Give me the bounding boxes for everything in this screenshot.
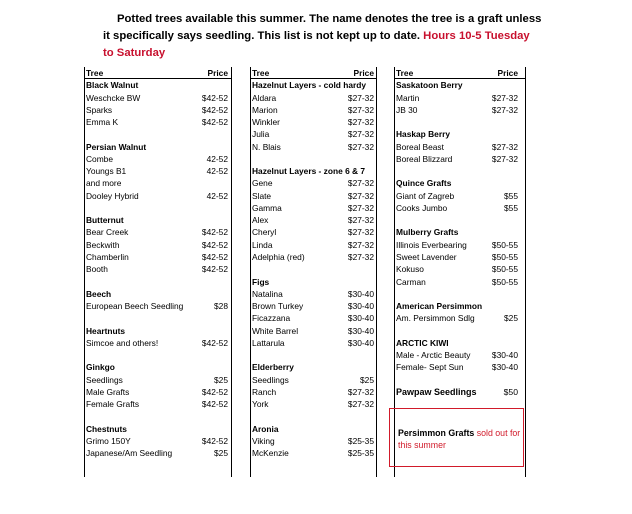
tree-row	[395, 92, 525, 104]
tree-name: York	[252, 399, 269, 410]
tree-price: $27-32	[347, 251, 374, 262]
section-name: Black Walnut	[86, 80, 139, 91]
tree-name: Male Grafts	[86, 386, 130, 397]
tree-name: Male - Arctic Beauty	[396, 350, 471, 361]
header-tree-label: Tree	[86, 68, 104, 78]
price-column-1	[84, 67, 232, 477]
tree-row	[251, 239, 376, 251]
section-name: Figs	[252, 276, 270, 287]
tree-name: Aldara	[252, 92, 277, 103]
tree-price: $27-32	[491, 141, 518, 152]
section-name: Haskap Berry	[396, 129, 451, 140]
soldout-note: sold out for this summer	[398, 428, 521, 450]
tree-name: Carman	[396, 276, 426, 287]
tree-price: $42-52	[201, 239, 228, 250]
tree-price: $42-52	[201, 399, 228, 410]
section-name: Saskatoon Berry	[396, 80, 463, 91]
spacer-row	[85, 128, 231, 140]
tree-row	[251, 300, 376, 312]
tree-name: Brown Turkey	[252, 301, 304, 312]
tree-row	[251, 226, 376, 238]
tree-price: $27-32	[347, 227, 374, 238]
tree-price: $42-52	[201, 337, 228, 348]
section-heading	[251, 423, 376, 435]
tree-name: Chamberlin	[86, 251, 129, 262]
tree-row	[395, 239, 525, 251]
tree-row	[395, 251, 525, 263]
tree-row	[85, 116, 231, 128]
tree-price: $27-32	[347, 92, 374, 103]
tree-name: Martin	[396, 92, 420, 103]
tree-price: $55	[504, 202, 518, 213]
tree-row	[395, 312, 525, 324]
tree-row	[85, 435, 231, 447]
section-heading	[395, 300, 525, 312]
tree-row	[251, 177, 376, 189]
tree-name: Gene	[252, 178, 273, 189]
section-heading	[395, 177, 525, 189]
tree-price: $25-35	[347, 435, 374, 446]
tree-row	[395, 263, 525, 275]
section-heading	[395, 337, 525, 349]
tree-price: $27-32	[347, 178, 374, 189]
tree-name: Female Grafts	[86, 399, 140, 410]
price-column-2	[250, 67, 377, 477]
tree-row	[251, 325, 376, 337]
section-name: Mulberry Grafts	[396, 227, 459, 238]
tree-price: $50-55	[491, 264, 518, 275]
section-heading	[85, 288, 231, 300]
tree-price: $50-55	[491, 239, 518, 250]
tree-row	[395, 104, 525, 116]
section-name: American Persimmon	[396, 301, 483, 312]
tree-price: $42-52	[201, 264, 228, 275]
tree-name: Seedlings	[252, 374, 289, 385]
section-name: Quince Grafts	[396, 178, 452, 189]
tree-name: Natalina	[252, 288, 283, 299]
tree-row	[85, 447, 231, 459]
tree-price: $25	[214, 374, 228, 385]
section-name: Hazelnut Layers - zone 6 & 7	[252, 166, 366, 177]
tree-name: Gamma	[252, 202, 282, 213]
section-name: Butternut	[86, 215, 124, 226]
tree-row	[85, 177, 231, 189]
spacer-row	[395, 214, 525, 226]
section-heading	[251, 361, 376, 373]
tree-price: $30-40	[347, 325, 374, 336]
tree-price: $27-32	[347, 129, 374, 140]
section-name: Elderberry	[252, 362, 294, 373]
header-price-label: Price	[497, 68, 518, 78]
tree-row	[85, 104, 231, 116]
tree-price: $27-32	[491, 104, 518, 115]
tree-name: Combe	[86, 153, 113, 164]
tree-price: $30-40	[491, 362, 518, 373]
section-name: Persian Walnut	[86, 141, 147, 152]
tree-price: $25-35	[347, 448, 374, 459]
tree-name: Cooks Jumbo	[396, 202, 448, 213]
tree-row	[85, 92, 231, 104]
tree-price: $42-52	[201, 92, 228, 103]
tree-price: $27-32	[347, 104, 374, 115]
tree-price: $30-40	[347, 313, 374, 324]
tree-name: Boreal Blizzard	[396, 153, 453, 164]
tree-price: $28	[214, 301, 228, 312]
spacer-row	[85, 312, 231, 324]
spacer-row	[251, 263, 376, 275]
tree-row	[85, 251, 231, 263]
tree-row	[395, 276, 525, 288]
tree-row	[251, 398, 376, 410]
tree-name: Ficazzana	[252, 313, 291, 324]
column-header	[251, 67, 376, 79]
section-name: Pawpaw Seedlings	[396, 386, 477, 397]
tree-price: $42-52	[201, 251, 228, 262]
spacer-row	[251, 153, 376, 165]
tree-price: $50	[503, 386, 518, 397]
tree-name: White Barrel	[252, 325, 299, 336]
tree-name: Linda	[252, 239, 273, 250]
tree-name: Bear Creek	[86, 227, 129, 238]
spacer-row	[85, 349, 231, 361]
tree-row	[395, 141, 525, 153]
tree-row	[85, 300, 231, 312]
tree-price: $27-32	[347, 202, 374, 213]
spacer-row	[251, 349, 376, 361]
tree-price: $27-32	[347, 141, 374, 152]
tree-price: $55	[504, 190, 518, 201]
tree-row	[395, 190, 525, 202]
section-heading	[85, 214, 231, 226]
spacer-row	[251, 410, 376, 422]
hours-text: Hours 10-5 Tuesday to Saturday	[103, 30, 530, 59]
soldout-notice	[389, 408, 524, 467]
tree-price: $25	[214, 448, 228, 459]
tree-price: $25	[360, 374, 374, 385]
section-heading	[85, 361, 231, 373]
tree-name: Booth	[86, 264, 108, 275]
tree-row	[85, 239, 231, 251]
tree-name: Seedlings	[86, 374, 123, 385]
column-header	[85, 67, 231, 79]
tree-price: $42-52	[201, 117, 228, 128]
spacer-row	[395, 374, 525, 386]
tree-name: Dooley Hybrid	[86, 190, 139, 201]
tree-price: $42-52	[201, 227, 228, 238]
tree-row	[251, 128, 376, 140]
tree-row	[251, 141, 376, 153]
section-name: Heartnuts	[86, 325, 126, 336]
tree-price: 42-52	[206, 190, 228, 201]
tree-price: $42-52	[201, 435, 228, 446]
tree-name: Sparks	[86, 104, 113, 115]
spacer-row	[395, 165, 525, 177]
tree-name: Simcoe and others!	[86, 337, 159, 348]
section-heading	[85, 423, 231, 435]
header-price-label: Price	[353, 68, 374, 78]
tree-row	[251, 104, 376, 116]
tree-price: $42-52	[201, 386, 228, 397]
tree-price: $27-32	[347, 399, 374, 410]
section-heading	[395, 128, 525, 140]
header-tree-label: Tree	[252, 68, 270, 78]
tree-price: $50-55	[491, 276, 518, 287]
tree-name: Marion	[252, 104, 278, 115]
tree-price: $27-32	[347, 117, 374, 128]
tree-row	[251, 374, 376, 386]
section-heading	[85, 325, 231, 337]
tree-price: $27-32	[347, 215, 374, 226]
tree-row	[85, 263, 231, 275]
intro-text	[103, 11, 543, 62]
spacer-row	[395, 325, 525, 337]
tree-row	[251, 202, 376, 214]
tree-row	[395, 361, 525, 373]
tree-name: Lattarula	[252, 337, 285, 348]
tree-price: $25	[504, 313, 518, 324]
tree-row	[395, 349, 525, 361]
tree-name: Weschcke BW	[86, 92, 141, 103]
section-heading	[251, 165, 376, 177]
section-heading	[251, 276, 376, 288]
tree-row	[85, 165, 231, 177]
tree-price: 42-52	[206, 166, 228, 177]
tree-name: Julia	[252, 129, 270, 140]
tree-price: $27-32	[347, 190, 374, 201]
section-name: Aronia	[252, 423, 279, 434]
tree-row	[85, 153, 231, 165]
column-header	[395, 67, 525, 79]
section-heading	[251, 79, 376, 91]
tree-row	[395, 153, 525, 165]
tree-name: Cheryl	[252, 227, 277, 238]
tree-price: $27-32	[347, 239, 374, 250]
section-name: Ginkgo	[86, 362, 115, 373]
spacer-row	[85, 276, 231, 288]
section-name: Beech	[86, 288, 112, 299]
spacer-row	[85, 410, 231, 422]
tree-price: $27-32	[491, 92, 518, 103]
tree-row	[251, 190, 376, 202]
tree-price: $30-40	[347, 288, 374, 299]
tree-name: McKenzie	[252, 448, 289, 459]
tree-name: Grimo 150Y	[86, 435, 131, 446]
soldout-item-name: Persimmon Grafts	[398, 428, 475, 438]
intro-body: Potted trees available this summer. The name denotes the tree is a graft unless it specifically says seedling. This list is not kept up to date.	[103, 13, 542, 42]
tree-row	[85, 398, 231, 410]
tree-row	[251, 288, 376, 300]
tree-name: JB 30	[396, 104, 418, 115]
section-heading	[395, 79, 525, 91]
section-name: ARCTIC KIWI	[396, 337, 449, 348]
tree-name: Youngs B1	[86, 166, 127, 177]
tree-name: Sweet Lavender	[396, 251, 457, 262]
section-name: Hazelnut Layers - cold hardy	[252, 80, 367, 91]
tree-name: Ranch	[252, 386, 277, 397]
tree-name: and more	[86, 178, 122, 189]
tree-name: Boreal Beast	[396, 141, 444, 152]
tree-price: 42-52	[206, 153, 228, 164]
header-price-label: Price	[207, 68, 228, 78]
soldout-text	[398, 428, 522, 451]
tree-row	[251, 447, 376, 459]
tree-name: Illinois Everbearing	[396, 239, 467, 250]
tree-name: Adelphia (red)	[252, 251, 305, 262]
tree-name: Slate	[252, 190, 272, 201]
tree-row	[251, 435, 376, 447]
tree-row	[251, 214, 376, 226]
header-tree-label: Tree	[396, 68, 414, 78]
spacer-row	[395, 116, 525, 128]
section-heading	[85, 141, 231, 153]
section-name: Chestnuts	[86, 423, 127, 434]
tree-price: $30-40	[347, 337, 374, 348]
tree-name: Female- Sept Sun	[396, 362, 464, 373]
tree-price: $30-40	[491, 350, 518, 361]
tree-name: N. Blais	[252, 141, 281, 152]
tree-price: $27-32	[347, 386, 374, 397]
tree-row	[251, 312, 376, 324]
tree-name: Winkler	[252, 117, 280, 128]
tree-row	[251, 386, 376, 398]
tree-name: Japanese/Am Seedling	[86, 448, 173, 459]
section-heading	[395, 386, 525, 398]
tree-row	[251, 116, 376, 128]
tree-row	[85, 386, 231, 398]
tree-price: $50-55	[491, 251, 518, 262]
tree-name: Kokuso	[396, 264, 424, 275]
tree-row	[251, 337, 376, 349]
tree-row	[85, 337, 231, 349]
tree-row	[251, 251, 376, 263]
tree-row	[85, 374, 231, 386]
tree-price: $42-52	[201, 104, 228, 115]
tree-name: Beckwith	[86, 239, 120, 250]
tree-name: Am. Persimmon Sdlg	[396, 313, 475, 324]
tree-price: $30-40	[347, 301, 374, 312]
tree-row	[395, 202, 525, 214]
section-heading	[85, 79, 231, 91]
tree-row	[251, 92, 376, 104]
spacer-row	[395, 288, 525, 300]
section-heading	[395, 226, 525, 238]
tree-name: European Beech Seedling	[86, 301, 184, 312]
spacer-row	[85, 202, 231, 214]
tree-name: Giant of Zagreb	[396, 190, 455, 201]
tree-price: $27-32	[491, 153, 518, 164]
tree-row	[85, 190, 231, 202]
tree-row	[85, 226, 231, 238]
tree-name: Alex	[252, 215, 269, 226]
tree-name: Viking	[252, 435, 275, 446]
tree-name: Emma K	[86, 117, 119, 128]
